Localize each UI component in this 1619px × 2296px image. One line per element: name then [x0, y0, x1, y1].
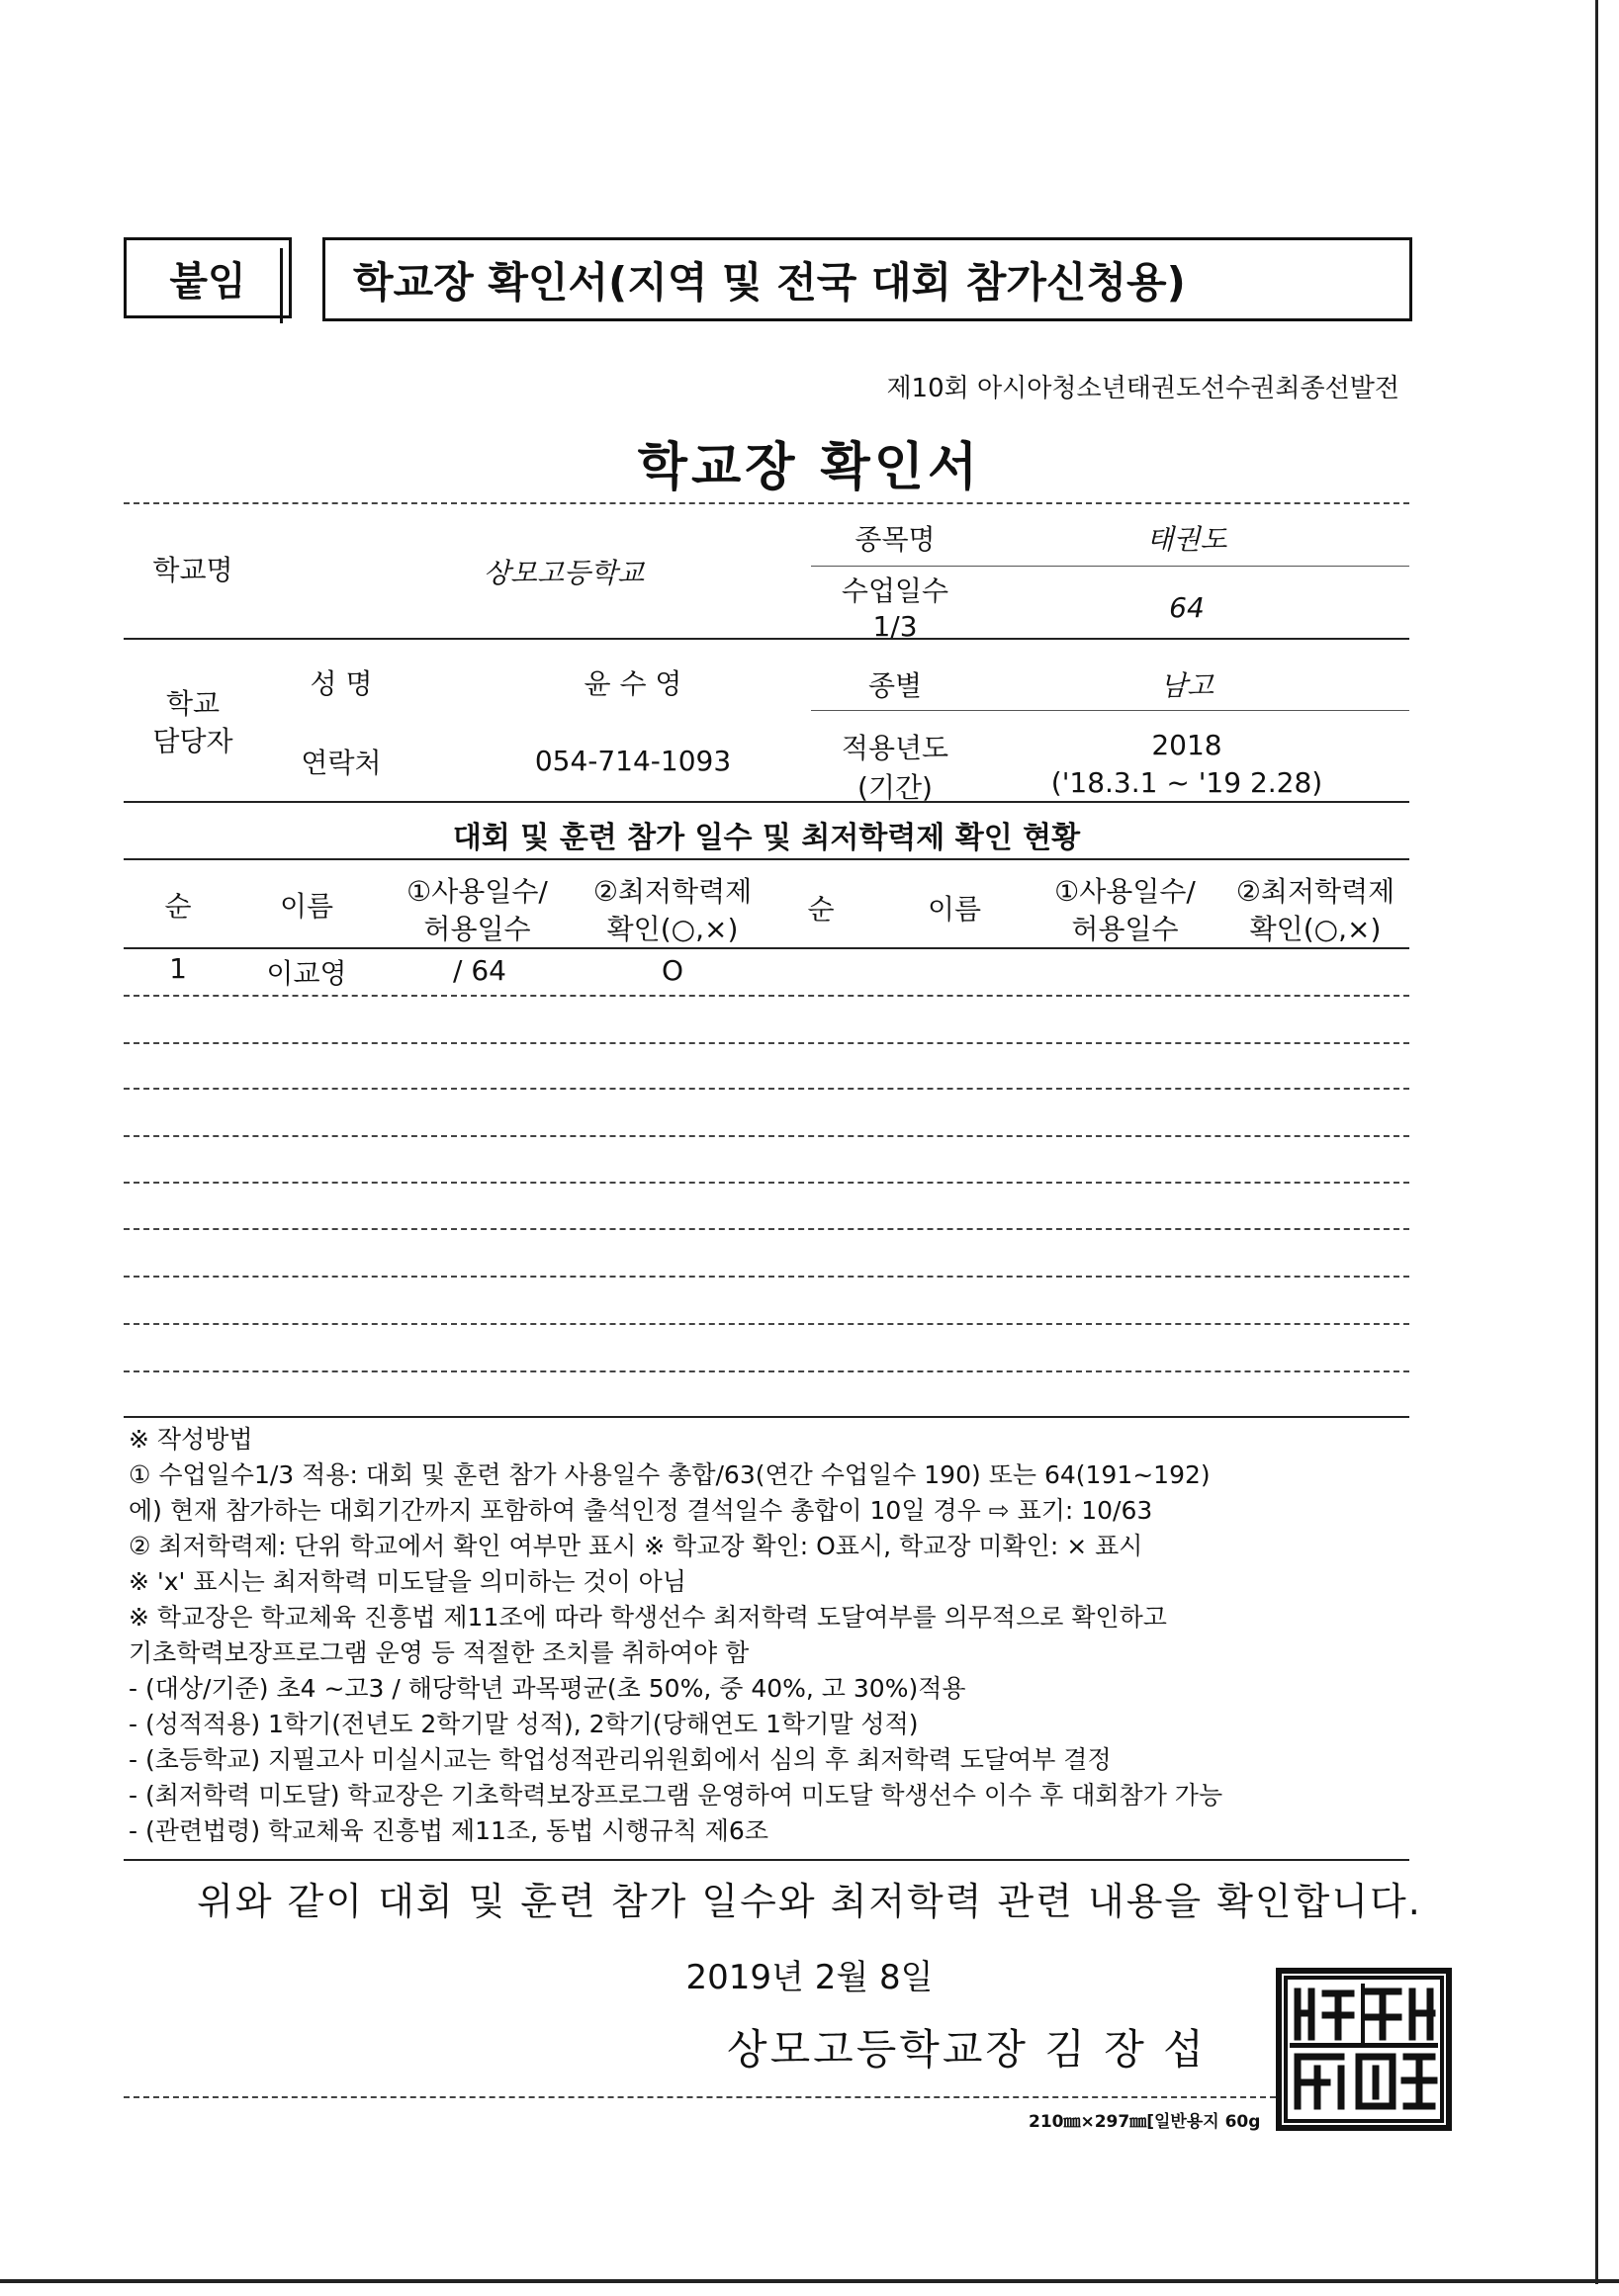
contact-value: 054-714-1093 — [534, 745, 732, 777]
instruction-line: ※ 학교장은 학교체육 진흥법 제11조에 따라 학생선수 최저학력 도달여부를 의무적으로 확인하고 — [129, 1603, 1167, 1632]
event-label: 종목명 — [854, 523, 936, 556]
row-rule-8 — [124, 1323, 1409, 1325]
instruction-line: ※ 'x' 표시는 최저학력 미도달을 의미하는 것이 아님 — [129, 1567, 686, 1596]
event-name: 제10회 아시아청소년태권도선수권최종선발전 — [886, 374, 1399, 403]
row-rule-5 — [124, 1182, 1409, 1184]
col-no-left: 순 — [164, 890, 192, 923]
col-name-left: 이름 — [279, 890, 334, 923]
year-label-2: (기간) — [857, 771, 933, 804]
year-value: 2018 — [1151, 729, 1222, 761]
name-label: 성 명 — [310, 667, 373, 700]
issue-date: 2019년 2월 8일 — [685, 1958, 934, 1997]
col-days-left-2: 허용일수 — [423, 913, 531, 945]
notes-rule — [124, 1859, 1409, 1861]
document-title: 학교장 확인서 — [637, 438, 982, 497]
status-title: 대회 및 훈련 참가 일수 및 최저학력제 확인 현황 — [452, 821, 1081, 855]
instruction-line: ① 수업일수1/3 적용: 대회 및 훈련 참가 사용일수 총합/63(연간 수업일수 190) 또는 64(191~192) — [129, 1460, 1211, 1489]
info-rule-event — [811, 566, 1409, 567]
row-rule-6 — [124, 1228, 1409, 1230]
instruction-line: 에) 현재 참가하는 대회기간까지 포함하여 출석인정 결석일수 총합이 10일 경우 ⇨ 표기: 10/63 — [129, 1496, 1153, 1525]
period-value: ('18.3.1 ~ '19 2.28) — [1050, 766, 1323, 799]
sign-rule — [124, 2096, 1276, 2098]
row-rule-3 — [124, 1088, 1409, 1090]
staff-label-2: 담당자 — [152, 725, 233, 757]
school-label: 학교명 — [152, 554, 233, 586]
form-title-box — [322, 237, 1412, 321]
col-days-right-2: 허용일수 — [1071, 913, 1179, 945]
status-rule-bottom — [124, 1416, 1409, 1418]
instruction-line: - (대상/기준) 초4 ~고3 / 해당학년 과목평균(초 50%, 중 40%, 고 30%)적용 — [129, 1674, 966, 1703]
col-check-left-1: ②최저학력제 — [592, 875, 753, 908]
status-rule-top — [124, 858, 1409, 860]
attachment-tag — [124, 237, 292, 318]
col-days-left-1: ①사용일수/ — [406, 875, 548, 908]
event-value: 태권도 — [1146, 523, 1227, 556]
year-label-1: 적용년도 — [841, 732, 949, 764]
row-days: / 64 — [453, 954, 506, 987]
scan-edge-right — [1595, 0, 1598, 2284]
attachment-tag-text: 붙임 — [169, 258, 246, 305]
name-value: 윤 수 영 — [584, 667, 682, 700]
gender-label: 종별 — [867, 669, 923, 702]
row-no: 1 — [169, 952, 187, 985]
days-label-2: 1/3 — [872, 610, 918, 643]
form-title: 학교장 확인서(지역 및 전국 대회 참가신청용) — [353, 257, 1186, 307]
info-rule-gender — [811, 710, 1409, 711]
row-name: 이교영 — [266, 957, 347, 990]
row-rule-1 — [124, 995, 1409, 997]
official-seal — [1276, 1968, 1452, 2131]
seal-graphic — [1282, 1974, 1446, 2125]
contact-label: 연락처 — [301, 747, 382, 779]
school-name: 상모고등학교 — [483, 557, 645, 589]
col-name-right: 이름 — [927, 893, 982, 926]
col-no-right: 순 — [807, 893, 835, 926]
days-value: 64 — [1169, 591, 1205, 624]
staff-label-1: 학교 — [165, 687, 221, 720]
instruction-line: - (최저학력 미도달) 학교장은 기초학력보장프로그램 운영하여 미도달 학생선수 이수 후 대회참가 가능 — [129, 1781, 1223, 1810]
row-rule-4 — [124, 1135, 1409, 1137]
info-rule-1 — [124, 638, 1409, 640]
col-days-right-1: ①사용일수/ — [1054, 875, 1196, 908]
instruction-line: - (초등학교) 지필고사 미실시교는 학업성적관리위원회에서 심의 후 최저학력 도달여부 결정 — [129, 1745, 1112, 1774]
row-check: O — [661, 954, 684, 987]
instruction-line: 기초학력보장프로그램 운영 등 적절한 조치를 취하여야 함 — [129, 1638, 750, 1667]
row-rule-9 — [124, 1370, 1409, 1372]
instruction-line: - (성적적용) 1학기(전년도 2학기말 성적), 2학기(당해연도 1학기말 성적) — [129, 1710, 919, 1738]
info-rule-2 — [124, 801, 1409, 803]
scan-edge-bottom — [0, 2279, 1619, 2283]
principal-signature: 상모고등학교장 김 장 섭 — [727, 2025, 1207, 2074]
col-check-left-2: 확인(○,×) — [606, 913, 739, 945]
col-check-right-1: ②최저학력제 — [1235, 875, 1395, 908]
col-check-right-2: 확인(○,×) — [1249, 913, 1382, 945]
instruction-line: ② 최저학력제: 단위 학교에서 확인 여부만 표시 ※ 학교장 확인: O표시, 학교장 미확인: × 표시 — [129, 1532, 1143, 1560]
instructions-heading: ※ 작성방법 — [129, 1425, 253, 1454]
row-rule-2 — [124, 1042, 1409, 1044]
instructions — [129, 1422, 1414, 1849]
header-rule — [124, 947, 1409, 949]
paper-spec: 210㎜×297㎜[일반용지 60g — [1029, 2112, 1261, 2132]
days-label-1: 수업일수 — [841, 574, 949, 607]
confirmation-text: 위와 같이 대회 및 훈련 참가 일수와 최저학력 관련 내용을 확인합니다. — [197, 1880, 1422, 1923]
instruction-line: - (관련법령) 학교체육 진흥법 제11조, 동법 시행규칙 제6조 — [129, 1816, 768, 1845]
info-top-rule — [124, 502, 1409, 504]
row-rule-7 — [124, 1276, 1409, 1278]
gender-value: 남고 — [1159, 669, 1214, 702]
